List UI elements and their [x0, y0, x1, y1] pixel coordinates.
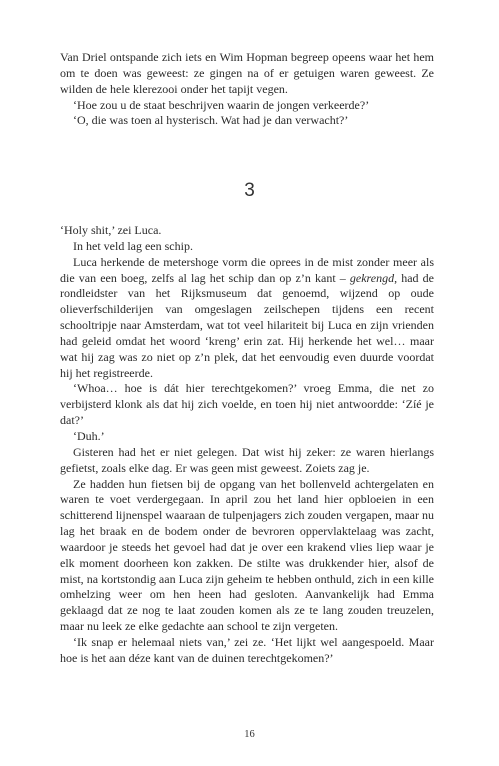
previous-section-text: [60, 50, 434, 129]
paragraph: ‘Whoa… hoe is dát hier terechtgekomen?’ vroeg Emma, die net zo verbijsterd klonk als dat hij zich voelde, en toen hij niet antwoordde: ‘Zíé je dat?’: [60, 381, 434, 428]
paragraph: In het veld lag een schip.: [73, 238, 193, 253]
page-number: 16: [244, 729, 255, 740]
chapter-number: 3: [244, 180, 255, 201]
paragraph: ‘Ik snap er helemaal niets van,’ zei ze. ‘Het lijkt wel aangespoeld. Maar hoe is het aan déze kant van de duinen terechtgekomen?’: [60, 634, 434, 665]
chapter-body-text: [60, 223, 434, 667]
italic-word: gekrengd: [349, 270, 395, 285]
paragraph: [60, 255, 434, 382]
paragraph: ‘Duh.’: [73, 428, 105, 443]
paragraph: ‘Holy shit,’ zei Luca.: [60, 223, 162, 237]
paragraph: Gisteren had het er niet gelegen. Dat wist hij zeker: ze waren hierlangs gefietst, zoals elke dag. Er was geen mist geweest. Zoiets zag je.: [60, 444, 434, 475]
paragraph: ‘Hoe zou u de staat beschrijven waarin de jongen verkeerde?’: [73, 97, 370, 112]
paragraph: ‘O, die was toen al hysterisch. Wat had je dan verwacht?’: [73, 113, 349, 128]
text-run: Luca herkende de metershoge vorm die oprees in de mist zonder meer als die van een boeg, zelfs al lag het schip dan op z’n kant –: [60, 254, 434, 285]
paragraph: Ze hadden hun fietsen bij de opgang van het bollenveld achtergelaten en waren te voet verdergegaan. In april zou het land hier opbloeien in een schitterend lijnenspel waaraan de tulpenjagers zich zouden vergapen, maar nu lag het braak en de bodem onder de bevroren oppervlaktelaag was zacht, waardoor je steeds het gevoel had dat je over een krakend vlies liep waar je elk moment doorheen kon zakken. De stilte was drukkender hier, alsof de mist, na kortstondig aan Luca zijn geheim te hebben onthuld, zich in een kille omhelzing weer om hen heen had gesloten. Aanvankelijk had Emma geklaagd dat ze nog te laat zouden komen als ze te lang zouden treuzelen, maar nu leek ze elke gedachte aan school te zijn vergeten.: [60, 476, 434, 634]
text-run: , had de rondleidster van het Rijksmuseum dat genoemd, wijzend op oude olieverfschilderijen van omgeslagen zeilschepen tijdens een recent schooltripje naar Amsterdam, wat tot veel hilariteit bij Luca en zijn vrienden had geleid omdat het woord ‘kreng’ erin zat. Hij herkende het wel… maar wat hij zag was zo niet op z’n plek, dat het eenvoudig even duurde voordat hij het registreerde.: [60, 270, 434, 380]
paragraph: Van Driel ontspande zich iets en Wim Hopman begreep opeens waar het hem om te doen was geweest: ze gingen na of er getuigen waren geweest. Ze wilden de hele klerezooi onder het tapijt vegen.: [60, 50, 434, 96]
